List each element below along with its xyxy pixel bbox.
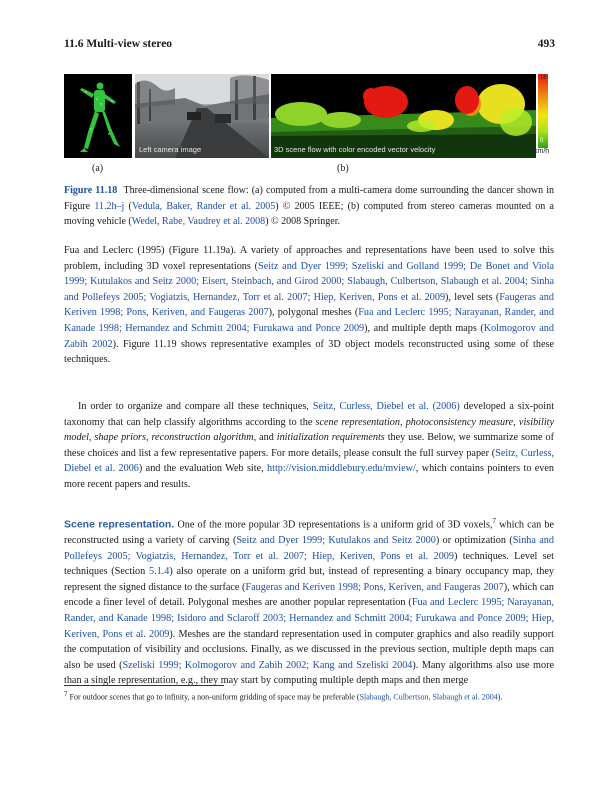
colorbar-max-label: 16 [540,75,547,81]
citation-link[interactable]: Vedula, Baker, Rander et al. 2005 [131,200,276,212]
dancer-scene-flow-image [64,74,132,158]
body-paragraph-3: Scene representation. One of the more popular 3D representations is a uniform grid of 3D voxels,$^7$ which can be reconstructed using a variety of carving (Seitz and Dyer 1999; Kutulakos and Seitz 2000) or optimization (Sinha and Pollefeys 2005; Vogiatzis, Hernandez, Torr et al. 2007; Hiep, Keriven, Pons et al. 2009) techniques. Level set techniques (Section 5.1.4) also operate on a uniform grid but, instead of representing a binary occupancy map, they represent the signed distance to the surface (Faugeras and Keriven 1998; Pons, Keriven, and Faugeras 2007), which can encode a finer level of detail. Polygonal meshes are another popular representation (Fua and Leclerc 1995; Narayanan, Rander, and Kanade 1998; Isidoro and Sclaroff 2003; Hernandez and Schmitt 2004; Furukawa and Ponce 2009; Hiep, Keriven, Pons et al. 2009). Meshes are the standard representation used in computer graphics and also readily support the computation of visibility and occlusions. Finally, as we discussed in the previous section, multiple depth maps can also be used (Szeliski 1999; Kolmogorov and Zabih 2002; Kang and Szeliski 2004). Many algorithms also use more than a single representation, e.g., they may start by computing multiple depth maps and then merge [64,517,554,687]
figure-number: Figure 11.18 [64,185,118,196]
citation-link[interactable]: Seitz, Curless, Diebel et al. (2006) [312,401,460,412]
left-camera-image [135,74,269,158]
citation-link[interactable]: Seitz and Dyer 1999; Kutulakos and Seitz 2000 [236,534,436,546]
citation-link[interactable]: Fua and Leclerc 1995; Narayanan, Rander, and Kanade 1998; Isidoro and Sclaroff 2003; Hernandez and Schmitt 2004; Furukawa and Ponce 2009; Hiep, Keriven, Pons et al. 2009 [64,597,554,640]
footnote: $^7$ For outdoor scenes that go to infinity, a non-uniform gridding of space may be preferable (Slabaugh, Culbertson, Slabaugh et al. 2004). [64,690,503,702]
citation-link[interactable]: Seitz, Curless, Diebel et al. 2006 [64,447,554,475]
citation-link[interactable]: Fua and Leclerc 1995; Narayanan, Rander, and Kanade 1998; Hernandez and Schmitt 2004; Furukawa and Ponce 2009 [64,307,554,334]
footnote-divider [64,685,224,686]
citation-link[interactable]: Faugeras and Keriven 1998; Pons, Keriven, and Faugeras 2007 [64,291,554,319]
dancer-figure-graphic [64,74,132,158]
section-ref-link[interactable]: 5.1.4 [148,566,170,578]
citation-link[interactable]: Seitz and Dyer 1999; Szeliski and Golland 1999; De Bonet and Viola 1999; Kutulakos and Seitz 2000; Eisert, Steinbach, and Girod 2000; Slabaugh, Culbertson, Slabaugh et al. 2004; Sinha and Pollefeys 2005; Vogiatzis, Hernandez, Torr et al. 2007; Hiep, Keriven, Pons et al. 2009 [64,260,555,303]
body-paragraph-2: In order to organize and compare all these techniques, Seitz, Curless, Diebel et al. (2006) developed a six-point taxonomy that can help classify algorithms according to the scene representation, photoconsistency measure, visibility model, shape priors, reconstruction algorithm, and initialization requirements they use. Below, we summarize some of these choices and list a few representative papers. For more details, please consult the full survey paper (Seitz, Curless, Diebel et al. 2006) and the evaluation Web site, http://vision.middlebury.edu/mview/, which contains pointers to even more recent papers and results. [64,401,555,490]
velocity-colorbar [538,74,548,148]
citation-link[interactable]: Szeliski 1999; Kolmogorov and Zabih 2002; Kang and Szeliski 2004 [122,659,413,671]
body-paragraph-1: Fua and Leclerc (1995) (Figure 11.19a). A variety of approaches and representations have been used to solve this problem, including 3D voxel representations (Seitz and Dyer 1999; Szeliski and Golland 1999; De Bonet and Viola 1999; Kutulakos and Seitz 2000; Eisert, Steinbach, and Girod 2000; Slabaugh, Culbertson, Slabaugh et al. 2004; Sinha and Pollefeys 2005; Vogiatzis, Hernandez, Torr et al. 2007; Hiep, Keriven, Pons et al. 2009), level sets (Faugeras and Keriven 1998; Pons, Keriven, and Faugeras 2007), polygonal meshes (Fua and Leclerc 1995; Narayanan, Rander, and Kanade 1998; Hernandez and Schmitt 2004; Furukawa and Ponce 2009), and multiple depth maps (Kolmogorov and Zabih 2002). Figure 11.19 shows representative examples of 3D object models reconstructed using some of these techniques. [64,245,555,366]
left-camera-caption: Left camera image [139,145,202,154]
citation-link[interactable]: Slabaugh, Culbertson, Slabaugh et al. 2004 [359,692,498,702]
scene-flow-caption: 3D scene flow with color encoded vector velocity [274,145,436,154]
url-link[interactable]: http://vision.middlebury.edu/mview/ [267,463,416,475]
section-heading: Scene representation. [64,518,175,531]
panel-a-label: (a) [92,163,104,174]
citation-link[interactable]: Faugeras and Keriven 1998; Pons, Keriven, and Faugeras 2007 [245,581,504,593]
citation-link[interactable]: Sinha and Pollefeys 2005; Vogiatzis, Hernandez, Torr et al. 2007; Hiep, Keriven, Pons et al. 2009 [64,534,554,562]
footnote-marker[interactable]: 7 [492,517,497,525]
colorbar-unit-label: km/h [534,148,550,155]
citation-link[interactable]: Wedel, Rabe, Vaudrey et al. 2008 [131,216,266,227]
panel-b-label: (b) [337,163,349,174]
colorbar-min-label: 0 [540,138,544,144]
figure-ref-link[interactable]: 11.2h–j [94,200,125,212]
page-number: 493 [537,38,555,50]
scene-flow-image [271,74,536,158]
running-header-section: 11.6 Multi-view stereo [64,38,173,50]
figure-caption: Figure 11.18 Three-dimensional scene flow: (a) computed from a multi-camera dome surrounding the dancer shown in Figure 11.2h–j (Vedula, Baker, Rander et al. 2005) © 2005 IEEE; (b) computed from stereo cameras mounted on a moving vehicle (Wedel, Rabe, Vaudrey et al. 2008) © 2008 Springer. [64,185,555,227]
citation-link[interactable]: Kolmogorov and Zabih 2002 [64,322,554,350]
